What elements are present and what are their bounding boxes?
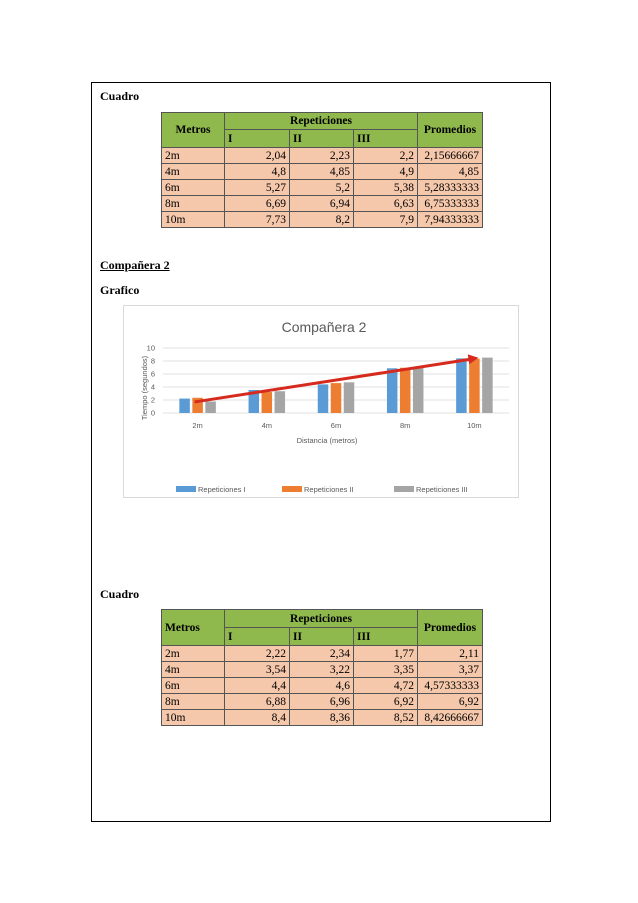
y-axis-label: Tiempo (segundos) <box>140 355 149 421</box>
table-cell: 2,23 <box>290 148 354 164</box>
bar <box>482 358 493 413</box>
table-cell: 6,92 <box>418 694 483 710</box>
table-cell: 6,92 <box>354 694 418 710</box>
x-tick-label: 2m <box>192 421 203 430</box>
table-cell: 4m <box>162 662 225 678</box>
table-cell: 8,4 <box>225 710 290 726</box>
table-cell: 4,9 <box>354 164 418 180</box>
bar <box>179 399 190 413</box>
table-cell: 6,88 <box>225 694 290 710</box>
table-cell: 2,34 <box>290 646 354 662</box>
table-cell: 4,8 <box>225 164 290 180</box>
table-cell: 7,9 <box>354 212 418 228</box>
table-cell: 2,15666667 <box>418 148 483 164</box>
section1-heading: Cuadro <box>100 89 140 103</box>
table-cell: 8m <box>162 694 225 710</box>
table-row <box>162 148 483 164</box>
legend-label: Repeticiones II <box>304 485 354 494</box>
table-row <box>162 196 483 212</box>
table-cell: 8,52 <box>354 710 418 726</box>
table-cell: 6,69 <box>225 196 290 212</box>
legend-label: Repeticiones III <box>416 485 468 494</box>
table-cell: 5,27 <box>225 180 290 196</box>
legend-swatch <box>282 486 302 492</box>
table-cell: 5,2 <box>290 180 354 196</box>
table-cell: 6,63 <box>354 196 418 212</box>
table2-header-metros: Metros <box>162 610 225 646</box>
table2-header-repeticiones: Repeticiones <box>225 610 418 628</box>
table-cell: 3,37 <box>418 662 483 678</box>
table-cell: 2,2 <box>354 148 418 164</box>
bar <box>413 368 424 413</box>
table2 <box>161 609 483 726</box>
table-row <box>162 180 483 196</box>
table-cell: 8,2 <box>290 212 354 228</box>
table-cell: 6,75333333 <box>418 196 483 212</box>
table-cell: 6m <box>162 678 225 694</box>
table-cell: 4,6 <box>290 678 354 694</box>
table-row <box>162 212 483 228</box>
table1-header-metros: Metros <box>162 113 225 148</box>
table-cell: 4,57333333 <box>418 678 483 694</box>
legend-swatch <box>176 486 196 492</box>
table-cell: 2m <box>162 148 225 164</box>
y-tick-label: 4 <box>150 382 155 392</box>
table1-sub-iii: III <box>354 130 418 148</box>
table1-header-promedios: Promedios <box>418 113 483 148</box>
bar <box>400 368 411 413</box>
bar-chart <box>124 306 518 497</box>
chart-title: Compañera 2 <box>281 319 367 335</box>
table-cell: 3,54 <box>225 662 290 678</box>
legend-label: Repeticiones I <box>198 485 246 494</box>
section2-heading: Compañera 2 <box>100 258 170 272</box>
bar <box>344 382 355 413</box>
table-row <box>162 694 483 710</box>
x-tick-label: 4m <box>261 421 273 430</box>
bar <box>318 384 329 413</box>
table-row <box>162 164 483 180</box>
table-cell: 5,38 <box>354 180 418 196</box>
table-cell: 10m <box>162 710 225 726</box>
table-cell: 6,96 <box>290 694 354 710</box>
table-cell: 4m <box>162 164 225 180</box>
section2-subheading: Grafico <box>100 283 140 297</box>
table1-sub-ii: II <box>290 130 354 148</box>
table-row <box>162 646 483 662</box>
bar <box>275 391 286 413</box>
bar <box>456 358 467 413</box>
table2-header-promedios: Promedios <box>418 610 483 646</box>
table-cell: 10m <box>162 212 225 228</box>
x-tick-label: 8m <box>399 421 411 430</box>
x-tick-label: 10m <box>467 421 482 430</box>
y-tick-label: 2 <box>150 395 155 405</box>
table-cell: 7,73 <box>225 212 290 228</box>
table1-sub-i: I <box>225 130 290 148</box>
table-cell: 4,85 <box>290 164 354 180</box>
table-cell: 8m <box>162 196 225 212</box>
table-row <box>162 678 483 694</box>
bar <box>205 401 216 413</box>
table1-header-repeticiones: Repeticiones <box>225 113 418 130</box>
table2-sub-ii: II <box>290 628 354 646</box>
table2-sub-i: I <box>225 628 290 646</box>
bar <box>331 383 342 413</box>
section3-heading: Cuadro <box>100 587 140 601</box>
table-cell: 2,11 <box>418 646 483 662</box>
table-cell: 2m <box>162 646 225 662</box>
bar <box>469 359 480 413</box>
table-cell: 4,4 <box>225 678 290 694</box>
table-cell: 6m <box>162 180 225 196</box>
table-row <box>162 662 483 678</box>
table-cell: 1,77 <box>354 646 418 662</box>
y-tick-label: 10 <box>146 343 155 353</box>
table2-sub-iii: III <box>354 628 418 646</box>
chart-container <box>123 305 519 498</box>
table-cell: 8,42666667 <box>418 710 483 726</box>
table-cell: 2,22 <box>225 646 290 662</box>
table-cell: 3,35 <box>354 662 418 678</box>
table-cell: 8,36 <box>290 710 354 726</box>
table-cell: 7,94333333 <box>418 212 483 228</box>
table-cell: 3,22 <box>290 662 354 678</box>
bar <box>387 368 398 413</box>
x-tick-label: 6m <box>330 421 342 430</box>
x-axis-label: Distancia (metros) <box>296 436 358 445</box>
table1 <box>161 112 483 228</box>
bar <box>262 392 273 413</box>
legend-swatch <box>394 486 414 492</box>
y-tick-label: 0 <box>150 408 155 418</box>
table-cell: 2,04 <box>225 148 290 164</box>
table-row <box>162 710 483 726</box>
y-tick-label: 6 <box>150 369 155 379</box>
table-cell: 6,94 <box>290 196 354 212</box>
table-cell: 4,85 <box>418 164 483 180</box>
table-cell: 5,28333333 <box>418 180 483 196</box>
table-cell: 4,72 <box>354 678 418 694</box>
y-tick-label: 8 <box>150 356 155 366</box>
